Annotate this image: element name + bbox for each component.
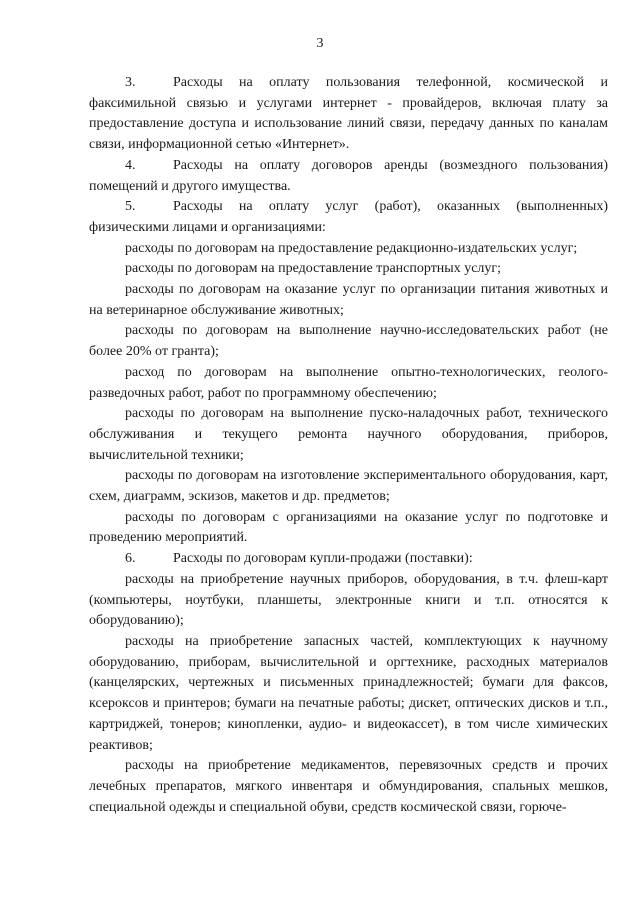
paragraph-text: расходы по договорам на выполнение научно-исследовательских работ (не более 20% от гранта);	[89, 323, 608, 360]
paragraph-text: Расходы на оплату услуг (работ), оказанных (выполненных) физическими лицами и организациями:	[89, 199, 608, 235]
paragraph-text: Расходы по договорам купли-продажи (поставки):	[173, 551, 473, 567]
paragraph-text: расходы на приобретение запасных частей, комплектующих к научному оборудованию, приборам, вычислительной и оргтехнике, расходных материалов (канцелярских, чертежных и письменных принадлежностей; бумаги для факсов, ксероксов и принтеров; бумаги на печатные работы; дискет, оптических дисков и т.п., картриджей, тонеров; кинопленки, аудио- и видеокассет), в том числе химических реактивов;	[89, 633, 608, 753]
paragraph-text: расходы по договорам с организациями на оказание услуг по подготовке и проведению мероприятий.	[89, 509, 608, 546]
numbered-paragraph	[89, 73, 608, 156]
numbered-paragraph	[89, 549, 608, 570]
list-paragraph	[89, 756, 608, 818]
paragraph-text: расходы по договорам на выполнение пуско-наладочных работ, технического обслуживания и текущего ремонта научного оборудования, приборов, вычислительной техники;	[89, 406, 608, 463]
page-number: 3	[316, 36, 324, 51]
list-paragraph	[89, 570, 608, 632]
paragraph-text: расходы по договорам на оказание услуг по организации питания животных и на ветеринарное обслуживание животных;	[89, 282, 608, 318]
list-paragraph	[89, 280, 608, 321]
paragraph-text: расходы по договорам на изготовление экспериментального оборудования, карт, схем, диаграмм, эскизов, макетов и др. предметов;	[89, 468, 608, 505]
document-body	[89, 73, 608, 818]
paragraph-text: расходы на приобретение медикаментов, перевязочных средств и прочих лечебных препаратов, мягкого инвентаря и обмундирования, спальных мешков, специальной одежды и специальной обуви, средств космической связи, горюче-	[89, 758, 608, 815]
paragraph-number: 4.	[125, 157, 136, 173]
list-paragraph	[89, 321, 608, 362]
numbered-paragraph	[89, 197, 608, 238]
list-paragraph	[89, 632, 608, 756]
paragraph-number: 3.	[125, 75, 136, 90]
numbered-paragraph	[89, 156, 608, 197]
list-paragraph	[89, 363, 608, 404]
paragraph-number: 5.	[125, 199, 136, 215]
paragraph-text: расходы по договорам на предоставление редакционно-издательских услуг;	[125, 240, 578, 256]
list-paragraph	[89, 466, 608, 507]
paragraph-number: 6.	[125, 551, 136, 567]
paragraph-text: Расходы на оплату пользования телефонной, космической и факсимильной связью и услугами интернет - провайдеров, включая плату за предоставление доступа и использование линий связи, передачу данных по каналам связи, информационной сетью «Интернет».	[89, 75, 608, 153]
paragraph-text: Расходы на оплату договоров аренды (возмездного пользования) помещений и другого имущества.	[89, 157, 608, 194]
list-paragraph	[89, 404, 608, 466]
list-paragraph	[89, 259, 608, 280]
list-paragraph	[89, 508, 608, 549]
list-paragraph	[89, 239, 608, 260]
paragraph-text: расходы на приобретение научных приборов, оборудования, в т.ч. флеш-карт (компьютеры, ноутбуки, планшеты, электронные книги и т.п. относятся к оборудованию);	[89, 571, 608, 629]
paragraph-text: расход по договорам на выполнение опытно-технологических, геолого-разведочных работ, работ по программному обеспечению;	[89, 364, 608, 401]
paragraph-text: расходы по договорам на предоставление транспортных услуг;	[125, 261, 502, 277]
